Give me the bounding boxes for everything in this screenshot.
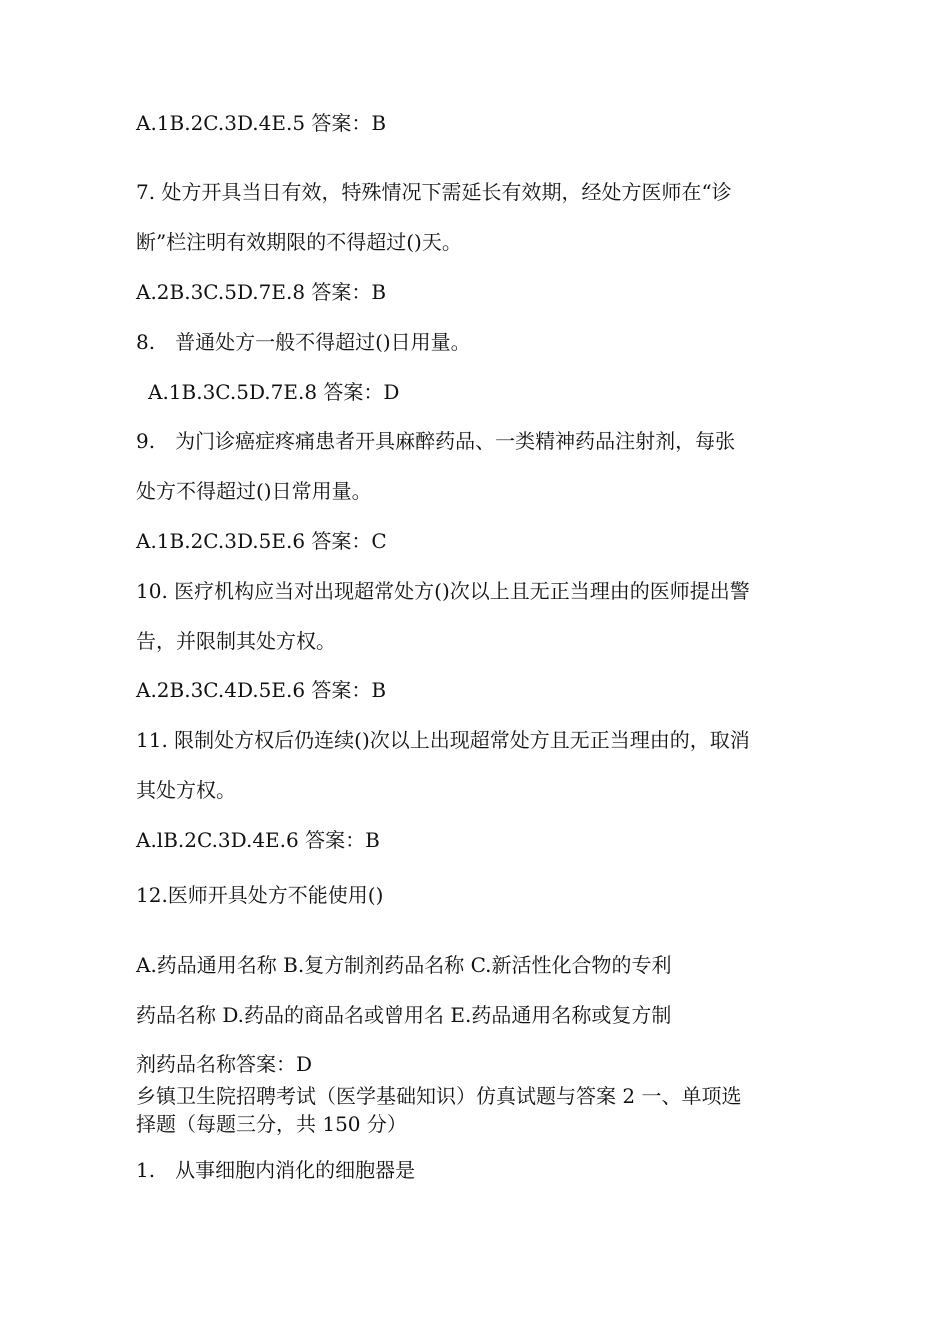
question-11-line-2: 其处方权。 <box>136 778 236 802</box>
question-12-options-line-1: A.药品通用名称 B.复方制剂药品名称 C.新活性化合物的专利 <box>136 953 672 977</box>
question-9-line-2: 处方不得超过()日常用量。 <box>136 479 372 503</box>
question-11-line-1: 11. 限制处方权后仍连续()次以上出现超常处方且无正当理由的，取消 <box>136 728 750 752</box>
question-8: 8. 普通处方一般不得超过()日用量。 <box>136 330 471 354</box>
question-7-line-1: 7. 处方开具当日有效，特殊情况下需延长有效期，经处方医师在“诊 <box>136 180 732 204</box>
question-10-line-2: 告，并限制其处方权。 <box>136 629 336 653</box>
answer-line-q10: A.2B.3C.4D.5E.6 答案：B <box>136 678 387 702</box>
answer-line-q7: A.2B.3C.5D.7E.8 答案：B <box>136 280 387 304</box>
section-title-line-2: 择题（每题三分，共 150 分） <box>136 1112 407 1136</box>
question-7-line-2: 断”栏注明有效期限的不得超过()天。 <box>136 230 462 254</box>
question-12-options-line-2: 药品名称 D.药品的商品名或曾用名 E.药品通用名称或复方制 <box>136 1003 672 1027</box>
answer-line-q11: A.lB.2C.3D.4E.6 答案：B <box>136 828 380 852</box>
section-title-line-1: 乡镇卫生院招聘考试（医学基础知识）仿真试题与答案 2 一、单项选 <box>136 1084 742 1108</box>
question-12: 12.医师开具处方不能使用() <box>136 883 384 907</box>
answer-line-q9: A.1B.2C.3D.5E.6 答案：C <box>136 529 387 553</box>
question-9-line-1: 9. 为门诊癌症疼痛患者开具麻醉药品、一类精神药品注射剂，每张 <box>136 429 736 453</box>
answer-line-q8: A.1B.3C.5D.7E.8 答案：D <box>148 380 400 404</box>
question-10-line-1: 10. 医疗机构应当对出现超常处方()次以上且无正当理由的医师提出警 <box>136 579 750 603</box>
answer-line-q6: A.1B.2C.3D.4E.5 答案：B <box>136 111 387 135</box>
question-1: 1. 从事细胞内消化的细胞器是 <box>136 1158 416 1182</box>
answer-line-q12: 剂药品名称答案：D <box>136 1052 313 1076</box>
